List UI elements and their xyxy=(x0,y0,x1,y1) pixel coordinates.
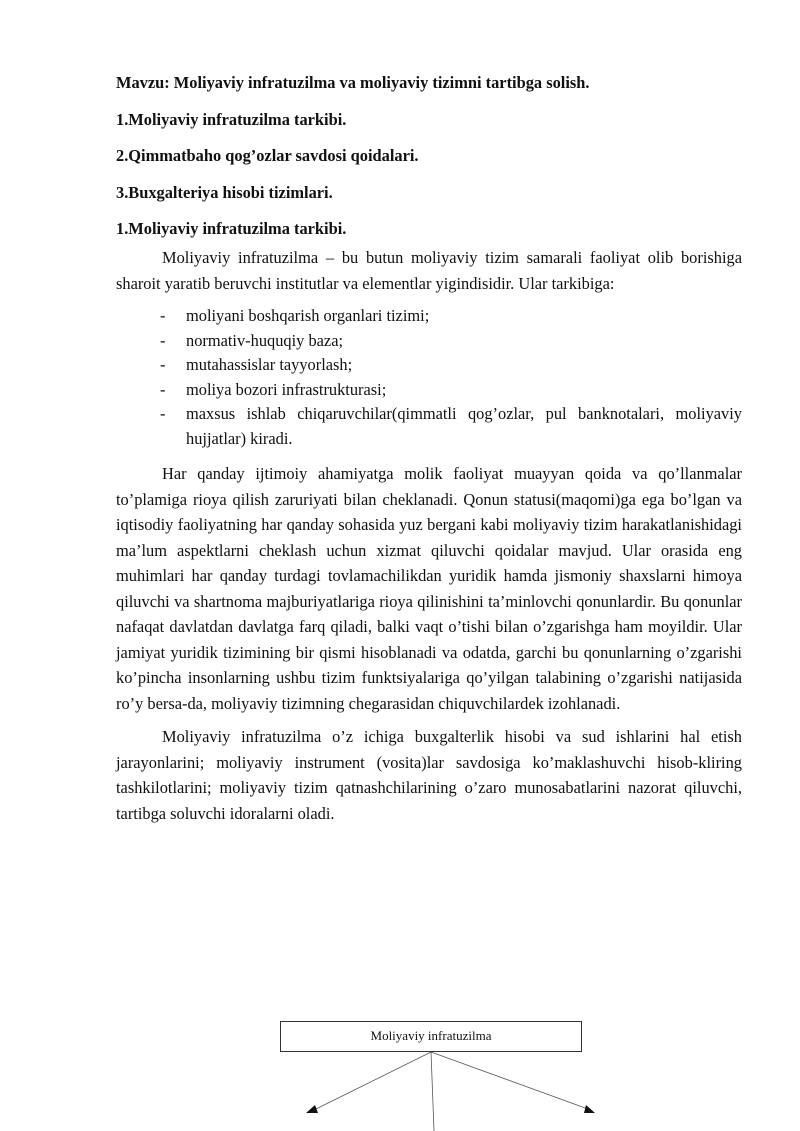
connector-right xyxy=(431,1052,588,1109)
connector-left xyxy=(316,1052,431,1109)
paragraph-2: Har qanday ijtimoiy ahamiyatga molik faoliyat muayyan qoida va qo’llanmalar to’plamiga rioya qilish zaruriyati bilan cheklanadi. Qonun statusi(maqomi)ga ega bo’lgan va iqtisodiy faoliyatning har qanday sohasida yuz bergani kabi moliyaviy tizim harakatlanishidagi ma’lum aspektlarni cheklash uchun xizmat qiluvchi qoidalar mavjud. Ular orasida eng muhimlari har qanday turdagi tovlamachilikdan yuridik hamda jismoniy shaxslarni himoya qiluvchi va shartnoma majburiyatlariga rioya qilinishini ta’minlovchi qonunlardir. Bu qonunlar nafaqat davlatdan davlatga farq qiladi, balki vaqt o’tishi bilan o’zgarishga ham moyildir. Ular jamiyat yuridik tizimining bir qismi hisoblanadi va odatda, garchi bu qonunlarning o’zgarishi ko’pincha insonlarning ushbu tizim funktsiyalariga qo’yilgan talabining o’zgarishi natijasida ro’y bersa-da, moliyaviy tizimning chegarasidan chiquvchilardek izohlanadi. xyxy=(116,464,742,713)
list-dash: - xyxy=(160,330,166,350)
list-dash: - xyxy=(160,379,166,399)
list-dash: - xyxy=(160,355,166,374)
list-item xyxy=(116,378,742,403)
list-item-text: moliya bozori infrastrukturasi; xyxy=(186,379,387,399)
connector-center xyxy=(431,1052,434,1131)
plan-item-1: 1.Moliyaviy infratuzilma tarkibi. xyxy=(116,109,347,129)
paragraph-3: Moliyaviy infratuzilma o’z ichiga buxgalterlik hisobi va sud ishlarini hal etish jarayonlarini; moliyaviy instrument (vosita)lar savdosiga ko’maklashuvchi hisob-kliring tashkilotlarini; moliyaviy tizim qatnashchilarining o’zaro munosabatlarini nazorat qiluvchi, tartibga soluvchi idoralarni oladi. xyxy=(116,727,742,823)
list-dash: - xyxy=(160,404,166,423)
list-item-text: normativ-huquqiy baza; xyxy=(186,330,344,350)
list-item xyxy=(116,402,742,451)
list-item xyxy=(116,353,742,378)
arrowhead-right xyxy=(584,1105,595,1113)
list-item-text: maxsus ishlab chiqaruvchilar(qimmatli qog’ozlar, pul banknotalari, moliyaviy hujjatlar) kiradi. xyxy=(186,404,742,448)
list-item xyxy=(116,304,742,329)
intro-paragraph: Moliyaviy infratuzilma – bu butun moliyaviy tizim samarali faoliyat olib borishiga sharoit yaratib beruvchi institutlar va elementlar yigindisidir. Ular tarkibiga: xyxy=(116,248,742,293)
list-item xyxy=(116,329,742,354)
diagram-root-box: Moliyaviy infratuzilma xyxy=(280,1021,582,1052)
section-heading: 1.Moliyaviy infratuzilma tarkibi. xyxy=(116,219,347,238)
list-item-text: mutahassislar tayyorlash; xyxy=(186,355,353,374)
list-dash: - xyxy=(160,306,166,325)
plan-item-2: 2.Qimmatbaho qog’ozlar savdosi qoidalari. xyxy=(116,146,419,165)
document-title: Mavzu: Moliyaviy infratuzilma va moliyaviy tizimni tartibga solish. xyxy=(116,73,590,92)
components-list xyxy=(116,304,742,451)
list-item-text: moliyani boshqarish organlari tizimi; xyxy=(186,306,430,325)
arrowhead-left xyxy=(306,1105,318,1113)
document-body xyxy=(116,72,742,834)
plan-item-3: 3.Buxgalteriya hisobi tizimlari. xyxy=(116,182,333,202)
